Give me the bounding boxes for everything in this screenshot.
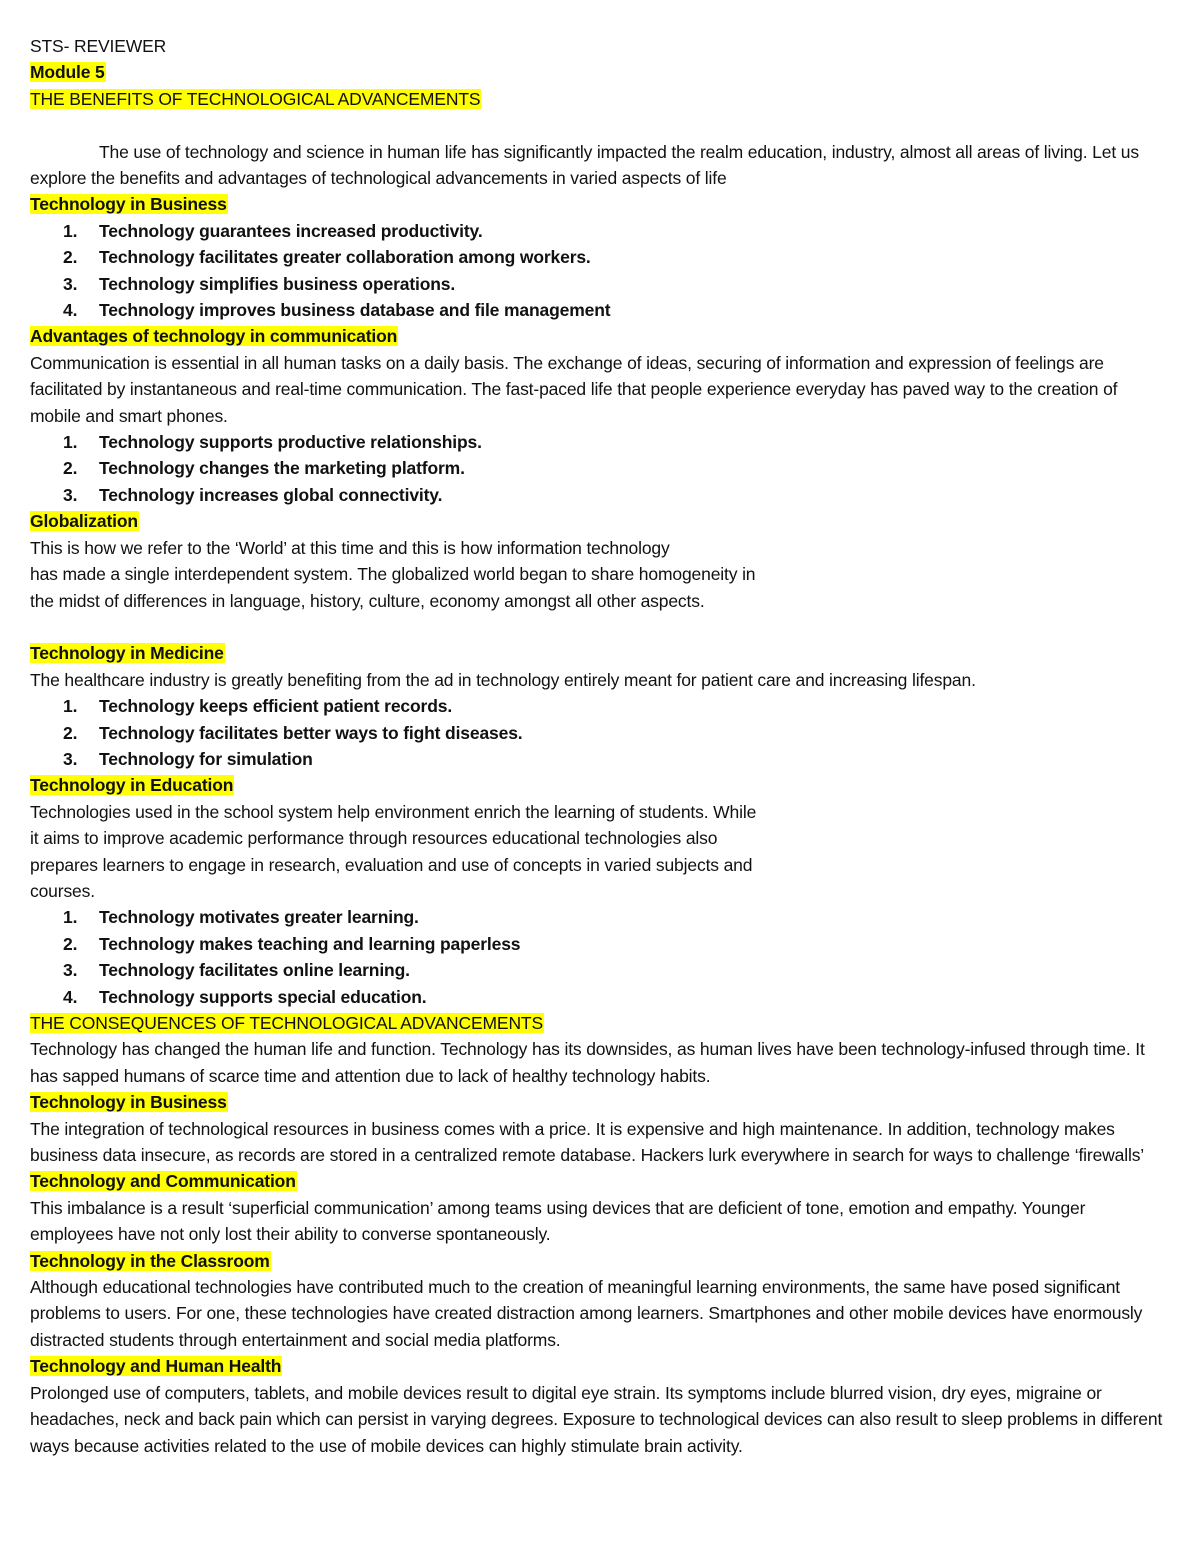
section-heading-business-benefits: Technology in Business — [30, 194, 227, 215]
section-heading-communication-benefits: Advantages of technology in communication — [30, 326, 398, 347]
section-heading-health: Technology and Human Health — [30, 1356, 282, 1377]
education-line: it aims to improve academic performance through resources educational technologies also — [30, 828, 718, 849]
globalization-line: the midst of differences in language, history, culture, economy amongst all other aspects. — [30, 590, 705, 611]
list-item: Technology makes teaching and learning paperless — [99, 933, 521, 954]
globalization-line: This is how we refer to the ‘World’ at this time and this is how information technology — [30, 537, 670, 558]
consequences-heading: THE CONSEQUENCES OF TECHNOLOGICAL ADVANCEMENTS — [30, 1013, 543, 1033]
section-heading-communication-consequences: Technology and Communication — [30, 1171, 296, 1192]
business-consequences-paragraph: The integration of technological resources in business comes with a price. It is expensive and high maintenance. In addition, technology makes business data insecure, as records are stored in a centralized remote database. Hackers lurk everywhere in search for ways to challenge ‘firewalls’ — [30, 1118, 1145, 1166]
list-item: Technology guarantees increased productivity. — [99, 220, 483, 241]
list-item: Technology for simulation — [99, 748, 313, 769]
list-item: Technology keeps efficient patient records. — [99, 696, 453, 717]
communication-benefits-list — [30, 429, 1170, 508]
classroom-paragraph: Although educational technologies have contributed much to the creation of meaningful learning environments, the same have posed significant problems to users. For one, these technologies have created distraction among learners. Smartphones and other mobile devices have enormously distracted students through entertainment and social media platforms. — [30, 1277, 1143, 1350]
document-body — [30, 33, 1170, 1459]
list-item: Technology simplifies business operations. — [99, 273, 456, 294]
module-heading: Module 5 — [30, 62, 105, 83]
communication-consequences-paragraph: This imbalance is a result ‘superficial communication’ among teams using devices that are deficient of tone, emotion and empathy. Younger employees have not only lost their ability to converse spontaneously. — [30, 1197, 1086, 1245]
education-line: courses. — [30, 880, 95, 901]
globalization-line: has made a single interdependent system. The globalized world began to share homogeneity in — [30, 564, 756, 585]
list-item: Technology facilitates better ways to fight diseases. — [99, 722, 523, 743]
education-line: Technologies used in the school system help environment enrich the learning of students. While — [30, 801, 757, 822]
list-item: Technology increases global connectivity. — [99, 484, 443, 505]
list-item: Technology motivates greater learning. — [99, 907, 419, 928]
section-heading-education: Technology in Education — [30, 775, 234, 796]
health-paragraph: Prolonged use of computers, tablets, and mobile devices result to digital eye strain. Its symptoms include blurred vision, dry eyes, migraine or headaches, neck and back pain which can persist in varying degrees. Exposure to technological devices can also result to sleep problems in different ways because activities related to the use of mobile devices can highly stimulate brain activity. — [30, 1382, 1163, 1456]
benefits-intro: The use of technology and science in human life has significantly impacted the realm education, industry, almost all areas of living. Let us explore the benefits and advantages of technological advancements in varied aspects of life — [30, 141, 1139, 189]
document-title: STS- REVIEWER — [30, 36, 167, 56]
education-line: prepares learners to engage in research, evaluation and use of concepts in varied subjects and — [30, 854, 753, 875]
blank-line — [30, 112, 1170, 138]
medicine-benefits-list — [30, 693, 1170, 772]
communication-paragraph: Communication is essential in all human tasks on a daily basis. The exchange of ideas, securing of information and expression of feelings are facilitated by instantaneous and real-time communication. The fast-paced life that people experience everyday has paved way to the creation of mobile and smart phones. — [30, 352, 1118, 426]
list-item: Technology supports special education. — [99, 986, 427, 1007]
section-heading-globalization: Globalization — [30, 511, 138, 532]
section-heading-business-consequences: Technology in Business — [30, 1092, 227, 1113]
list-item: Technology supports productive relationships. — [99, 432, 482, 453]
section-heading-medicine: Technology in Medicine — [30, 643, 224, 664]
list-item: Technology changes the marketing platform. — [99, 458, 465, 479]
list-item: Technology improves business database and file management — [99, 300, 611, 321]
benefits-heading: THE BENEFITS OF TECHNOLOGICAL ADVANCEMENTS — [30, 88, 481, 109]
list-item: Technology facilitates greater collaboration among workers. — [99, 247, 591, 268]
education-benefits-list — [30, 904, 1170, 1010]
medicine-paragraph: The healthcare industry is greatly benefiting from the ad in technology entirely meant for patient care and increasing lifespan. — [30, 669, 976, 690]
consequences-intro: Technology has changed the human life and function. Technology has its downsides, as human lives have been technology-infused through time. It has sapped humans of scarce time and attention due to lack of healthy technology habits. — [30, 1039, 1145, 1086]
blank-line — [30, 614, 1170, 640]
business-benefits-list — [30, 218, 1170, 324]
list-item: Technology facilitates online learning. — [99, 960, 410, 981]
section-heading-classroom: Technology in the Classroom — [30, 1250, 270, 1271]
